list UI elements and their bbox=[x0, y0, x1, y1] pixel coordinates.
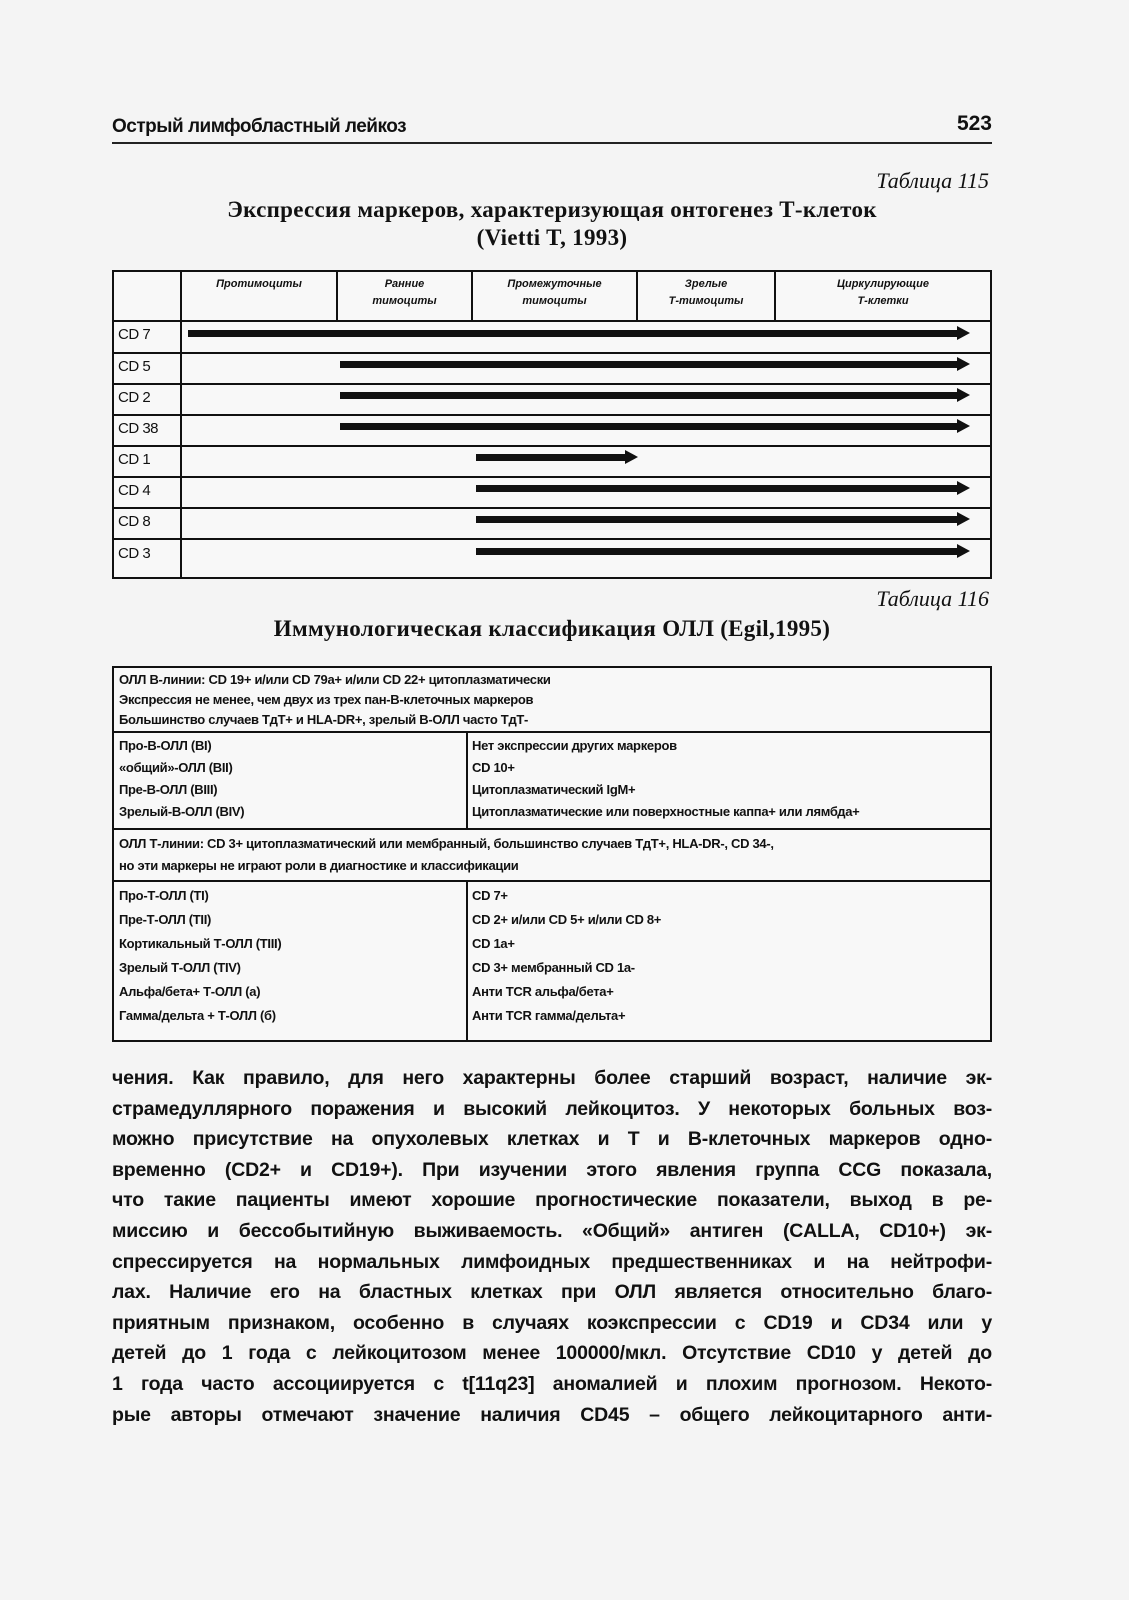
t-marker-3: CD 1a+ bbox=[472, 936, 515, 951]
running-head bbox=[112, 108, 992, 144]
b-lineage-header-line1: ОЛЛ В-линии: CD 19+ и/или CD 79a+ и/или CD 22+ цитоплазматически bbox=[119, 672, 551, 687]
body-line: 1 года часто ассоциируется с t[11q23] аномалией и плохим прогнозом. Некото- bbox=[112, 1372, 992, 1395]
t-subtype-2: Пре-Т-ОЛЛ (TII) bbox=[119, 912, 212, 927]
page-number: 523 bbox=[956, 112, 992, 135]
body-line: приятным признаком, особенно в случаях коэкспрессии с CD19 и CD34 или у bbox=[112, 1311, 992, 1334]
b-subtype-3: Пре-В-ОЛЛ (BIII) bbox=[119, 782, 218, 797]
t-subtype-4: Зрелый Т-ОЛЛ (TIV) bbox=[119, 960, 241, 975]
b-marker-3: Цитоплазматический IgM+ bbox=[472, 782, 636, 797]
table-116-caption: Иммунологическая классификация ОЛЛ (Egil,1995) bbox=[273, 616, 831, 641]
row-label-cd7: CD 7 bbox=[118, 326, 151, 343]
t-subtype-6: Гамма/дельта + Т-ОЛЛ (б) bbox=[119, 1008, 276, 1023]
body-line: спрессируется на нормальных лимфоидных предшественниках и на нейтрофи- bbox=[112, 1250, 992, 1273]
body-line: временно (CD2+ и CD19+). При изучении этого явления группа CCG показала, bbox=[112, 1158, 992, 1181]
row-label-cd5: CD 5 bbox=[118, 358, 151, 375]
t-lineage-header-line2: но эти маркеры не играют роли в диагностике и классификации bbox=[119, 858, 519, 873]
row-label-cd8: CD 8 bbox=[118, 513, 151, 530]
table-116 bbox=[112, 666, 992, 1042]
row-label-cd38: CD 38 bbox=[118, 420, 159, 437]
row-label-cd3: CD 3 bbox=[118, 545, 151, 562]
col-header-circulating-t-cells: Циркулирующие Т-клетки bbox=[836, 278, 930, 307]
row-label-cd1: CD 1 bbox=[118, 451, 151, 468]
t-lineage-header-line1: ОЛЛ Т-линии: CD 3+ цитоплазматический или мембранный, большинство случаев TдТ+, HLA-DR-, CD 34-, bbox=[119, 836, 774, 851]
body-line: страмедуллярного поражения и высокий лейкоцитоз. У некоторых больных воз- bbox=[112, 1097, 992, 1120]
t-marker-1: CD 7+ bbox=[472, 888, 508, 903]
b-marker-2: CD 10+ bbox=[472, 760, 515, 775]
body-line: миссию и бессобытийную выживаемость. «Общий» антиген (CALLA, CD10+) эк- bbox=[112, 1219, 992, 1242]
b-subtype-1: Про-В-ОЛЛ (BI) bbox=[119, 738, 212, 753]
table-116-label: Таблица 116 bbox=[876, 586, 989, 611]
expression-arrow-cd1 bbox=[476, 454, 626, 461]
t-marker-6: Анти TCR гамма/дельта+ bbox=[472, 1008, 626, 1023]
b-marker-4: Цитоплазматические или поверхностные каппа+ или лямбда+ bbox=[472, 804, 860, 819]
expression-arrow-cd3 bbox=[476, 548, 958, 555]
b-lineage-header-line3: Большинство случаев TдТ+ и HLA-DR+, зрелый В-ОЛЛ часто TдТ- bbox=[119, 712, 529, 727]
col-header-mature-thymocytes: Зрелые Т-тимоциты bbox=[668, 278, 744, 307]
expression-arrow-cd7 bbox=[188, 330, 958, 337]
running-title: Острый лимфобластный лейкоз bbox=[112, 116, 407, 137]
table-115 bbox=[112, 270, 992, 579]
t-marker-2: CD 2+ и/или CD 5+ и/или CD 8+ bbox=[472, 912, 662, 927]
body-line: что такие пациенты имеют хорошие прогностические показатели, выход в ре- bbox=[112, 1189, 992, 1212]
body-line: можно присутствие на опухолевых клетках и Т и В-клеточных маркеров одно- bbox=[112, 1128, 992, 1151]
expression-arrow-cd2 bbox=[340, 392, 958, 399]
b-subtype-4: Зрелый-В-ОЛЛ (BIV) bbox=[119, 804, 245, 819]
col-header-early-thymocytes: Ранние тимоциты bbox=[372, 278, 437, 307]
expression-arrow-cd4 bbox=[476, 485, 958, 492]
t-subtype-5: Альфа/бета+ Т-ОЛЛ (a) bbox=[119, 984, 261, 999]
t-subtype-1: Про-Т-ОЛЛ (TI) bbox=[119, 888, 209, 903]
b-lineage-header-line2: Экспрессия не менее, чем двух из трех пан-В-клеточных маркеров bbox=[119, 692, 534, 707]
t-marker-4: CD 3+ мембранный CD 1a- bbox=[472, 960, 635, 975]
table-115-caption-line1: Экспрессия маркеров, характеризующая онтогенез Т-клеток bbox=[227, 197, 877, 222]
table-115-caption-line2: (Vietti T, 1993) bbox=[476, 225, 628, 250]
expression-arrow-cd38 bbox=[340, 423, 958, 430]
table-115-label: Таблица 115 bbox=[876, 168, 989, 193]
body-line: лах. Наличие его на бластных клетках при ОЛЛ является относительно благо- bbox=[112, 1281, 992, 1304]
table-115-caption bbox=[112, 196, 992, 252]
body-line: чения. Как правило, для него характерны более старший возраст, наличие эк- bbox=[112, 1067, 992, 1089]
b-marker-1: Нет экспрессии других маркеров bbox=[472, 738, 677, 753]
body-line: рые авторы отмечают значение наличия CD45 – общего лейкоцитарного анти- bbox=[112, 1403, 992, 1426]
col-header-prothymocytes: Протимоциты bbox=[216, 278, 302, 290]
body-line: детей до 1 года с лейкоцитозом менее 100000/мкл. Отсутствие CD10 у детей до bbox=[112, 1342, 992, 1365]
expression-arrow-cd8 bbox=[476, 516, 958, 523]
b-subtype-2: «общий»-ОЛЛ (BII) bbox=[119, 760, 233, 775]
row-label-cd2: CD 2 bbox=[118, 389, 151, 406]
t-marker-5: Анти TCR альфа/бета+ bbox=[472, 984, 614, 999]
expression-arrow-cd5 bbox=[340, 361, 958, 368]
row-label-cd4: CD 4 bbox=[118, 482, 151, 499]
col-header-intermediate-thymocytes: Промежуточные тимоциты bbox=[507, 278, 602, 307]
body-paragraph bbox=[112, 1063, 992, 1430]
t-subtype-3: Кортикальный Т-ОЛЛ (TIII) bbox=[119, 936, 282, 951]
